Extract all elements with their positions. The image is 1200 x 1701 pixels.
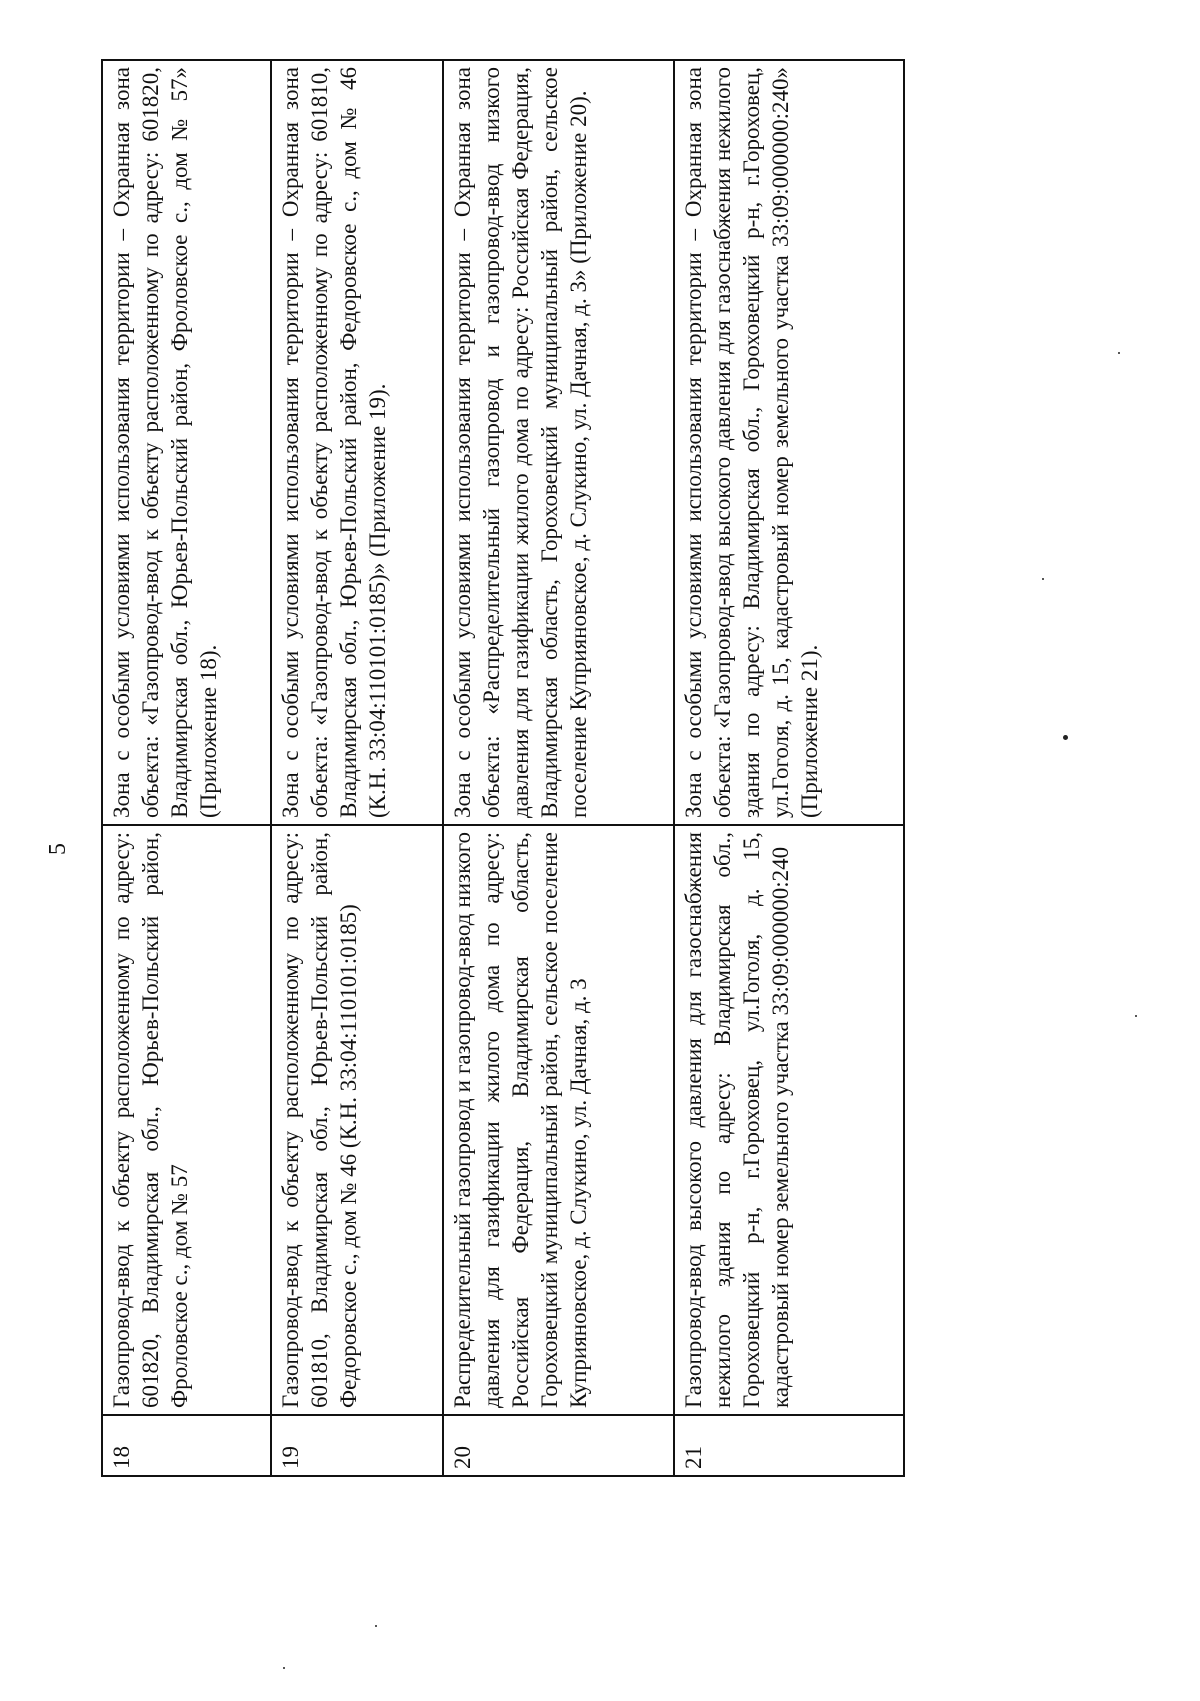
table-row — [443, 60, 674, 1476]
zone-description: Зона с особыми условиями использования территории – Охранная зона объекта: «Газопровод-ввод к объекту расположенному по адресу: 601820, Владимирская обл., Юрьев-Польский район, Фроловское с., дом № 57» (Приложение 18). — [102, 60, 271, 825]
object-description: Распределительный газопровод и газопровод-ввод низкого давления для газификации жилого дома по адресу: Российская Федерация, Владимирская область, Гороховецкий муниципальный район, сельское поселение Куприяновское, д. Слукино, ул. Дачная, д. 3 — [443, 825, 674, 1415]
scan-speck — [1118, 352, 1120, 354]
scan-speck — [1063, 735, 1068, 740]
row-number: 18 — [102, 1415, 271, 1476]
rotated-table-container — [101, 61, 903, 1477]
scan-speck — [1135, 1015, 1137, 1017]
zone-description: Зона с особыми условиями использования территории – Охранная зона объекта: «Газопровод-ввод высокого давления для газоснабжения нежилого здания по адресу: Владимирская обл., Гороховецкий р-н, г.Гороховец, ул.Гоголя, д. 15, кадастровый номер земельного участка 33:09:000000:240» (Приложение 21). — [674, 60, 904, 825]
row-number: 21 — [674, 1415, 904, 1476]
object-description: Газопровод-ввод к объекту расположенному по адресу: 601810, Владимирская обл., Юрьев-Польский район, Федоровское с., дом № 46 (К.Н. 33:04:110101:0185) — [271, 825, 443, 1415]
zone-description: Зона с особыми условиями использования территории – Охранная зона объекта: «Распределительный газопровод и газопровод-ввод низкого давления для газификации жилого дома по адресу: Российская Федерация, Владимирская область, Гороховецкий муниципальный район, сельское поселение Куприяновское, д. Слукино, ул. Дачная, д. 3» (Приложение 20). — [443, 60, 674, 825]
table-row — [674, 60, 904, 1476]
row-number: 19 — [271, 1415, 443, 1476]
row-number: 20 — [443, 1415, 674, 1476]
scan-speck — [375, 1625, 377, 1627]
zone-description: Зона с особыми условиями использования территории – Охранная зона объекта: «Газопровод-ввод к объекту расположенному по адресу: 601810, Владимирская обл., Юрьев-Польский район, Федоровское с., дом № 46 (К.Н. 33:04:110101:0185)» (Приложение 19). — [271, 60, 443, 825]
zones-table — [101, 59, 905, 1477]
object-description: Газопровод-ввод высокого давления для газоснабжения нежилого здания по адресу: Владимирская обл., Гороховецкий р-н, г.Гороховец, ул.Гоголя, д. 15, кадастровый номер земельного участка 33:09:000000:240 — [674, 825, 904, 1415]
table-row — [102, 60, 271, 1476]
scan-speck — [1042, 578, 1044, 580]
scan-speck — [283, 1667, 285, 1669]
object-description: Газопровод-ввод к объекту расположенному по адресу: 601820, Владимирская обл., Юрьев-Польский район, Фроловское с., дом № 57 — [102, 825, 271, 1415]
table-row — [271, 60, 443, 1476]
page-number: 5 — [45, 843, 71, 855]
